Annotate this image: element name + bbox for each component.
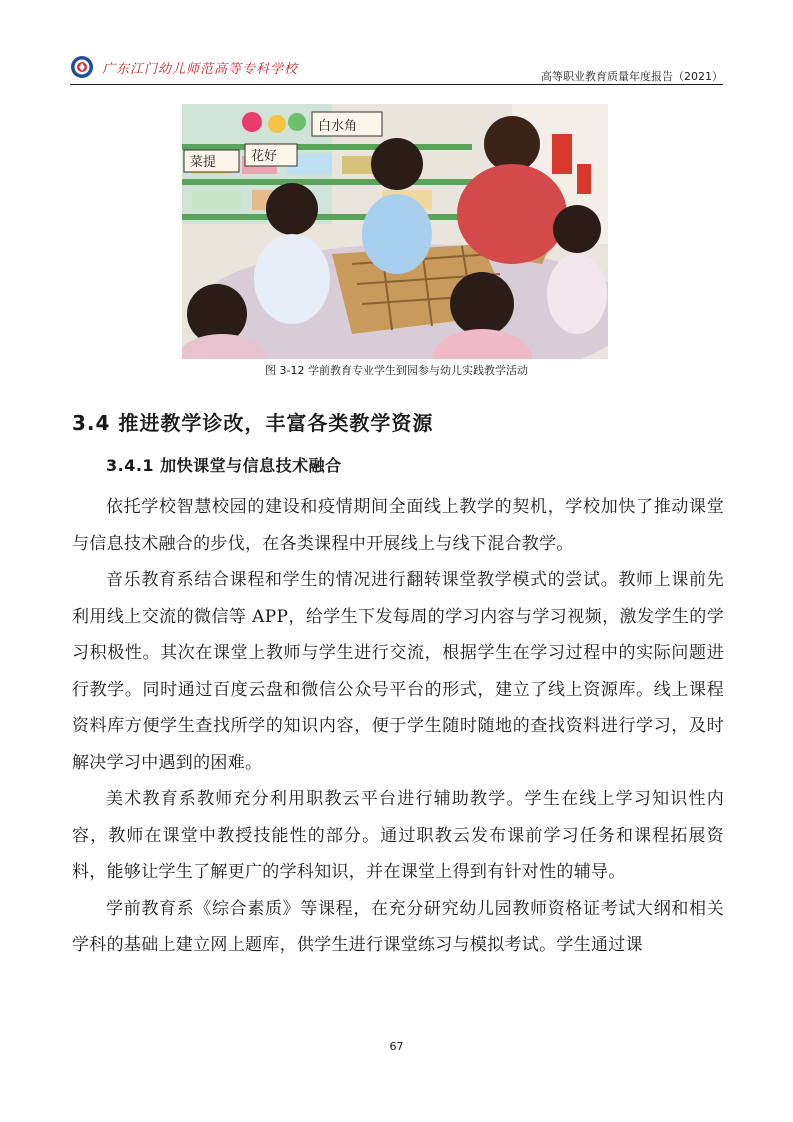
report-title: 高等职业教育质量年度报告（2021） (541, 70, 723, 83)
school-name: 广东江门幼儿师范高等专科学校 (102, 62, 299, 77)
sign-label: 花好 (251, 149, 278, 164)
page-number: 67 (389, 1040, 404, 1053)
paragraph: 学前教育系《综合素质》等课程，在充分研究幼儿园教师资格证考试大纲和相关学科的基础上建立网上题库，供学生进行课堂练习与模拟考试。学生通过课 (72, 898, 724, 955)
sign-label: 白水角 (318, 119, 358, 134)
subsection-heading: 3.4.1 加快课堂与信息技术融合 (106, 456, 342, 475)
section-heading: 3.4 推进教学诊改，丰富各类教学资源 (72, 411, 434, 435)
sign-label: 菜提 (190, 155, 217, 170)
paragraph: 美术教育系教师充分利用职教云平台进行辅助教学。学生在线上学习知识性内容，教师在课堂中教授技能性的部分。通过职教云发布课前学习任务和课程拓展资料，能够让学生了解更广的学科知识，并在课堂上得到有针对性的辅导。 (72, 789, 724, 882)
body-text (72, 489, 724, 964)
school-logo-icon (70, 55, 94, 79)
figure-caption: 图 3-12 学前教育专业学生到园参与幼儿实践教学活动 (265, 364, 528, 377)
page-header (70, 52, 723, 84)
paragraph: 音乐教育系结合课程和学生的情况进行翻转课堂教学模式的尝试。教师上课前先利用线上交流的微信等 APP，给学生下发每周的学习内容与学习视频，激发学生的学习积极性。其次在课堂上教师与学生进行交流，根据学生在学习过程中的实际问题进行教学。同时通过百度云盘和微信公众号平台的形式，建立了线上资源库。线上课程资料库方便学生查找所学的知识内容，便于学生随时随地的查找资料进行学习，及时解决学习中遇到的困难。 (72, 570, 724, 773)
classroom-photo (182, 104, 608, 359)
header-divider (70, 84, 723, 85)
paragraph: 依托学校智慧校园的建设和疫情期间全面线上教学的契机，学校加快了推动课堂与信息技术融合的步伐，在各类课程中开展线上与线下混合教学。 (72, 497, 724, 554)
